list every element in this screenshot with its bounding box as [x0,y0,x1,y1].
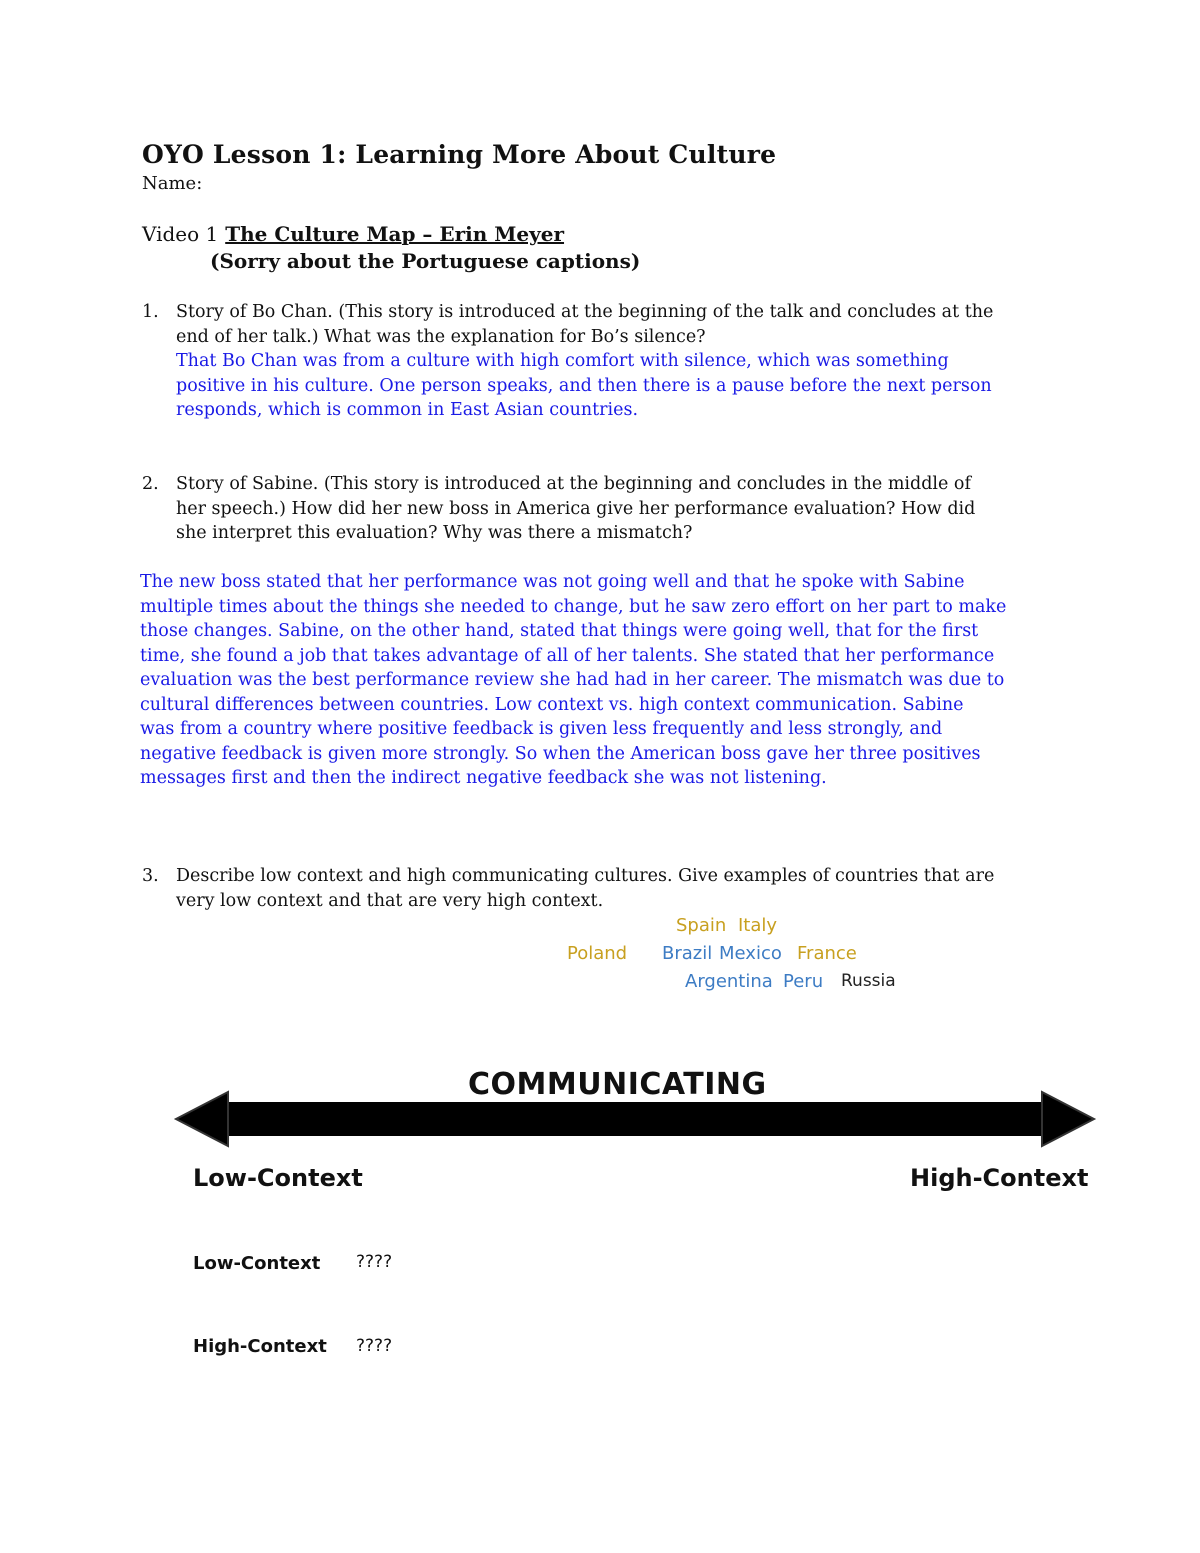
answer-line: positive in his culture. One person speaks, and then there is a pause before the next person [176,375,992,396]
scale-right-label: High-Context [910,1164,1089,1192]
answer-line: messages first and then the indirect negative feedback she was not listening. [140,768,827,788]
video-label: Video 1 [142,222,219,246]
country-spain: Spain [676,915,727,936]
answer-line: The new boss stated that her performance was not going well and that he spoke with Sabine [140,572,965,592]
right-arrow-icon [1042,1092,1094,1146]
low-context-label: Low-Context [193,1253,321,1274]
country-poland: Poland [567,943,628,964]
question-line: end of her talk.) What was the explanation for Bo’s silence? [176,326,706,347]
answer-2 [140,570,1080,791]
question-2 [176,472,1076,546]
scale-bar [224,1102,1046,1136]
country-france: France [797,943,857,964]
scale-heading: COMMUNICATING [468,1067,767,1102]
question-3 [176,864,1076,913]
answer-line: That Bo Chan was from a culture with high comfort with silence, which was something [176,351,949,371]
video-note: (Sorry about the Portuguese captions) [210,249,641,273]
question-line: Describe low context and high communicating cultures. Give examples of countries that are [176,866,995,886]
answer-line: was from a country where positive feedback is given less frequently and less strongly, and [140,719,943,739]
country-italy: Italy [738,915,778,936]
name-label: Name: [142,173,203,194]
question-number: 3. [142,866,159,886]
answer-line: time, she found a job that takes advantage of all of her talents. She stated that her performance [140,645,995,666]
answer-line: cultural differences between countries. Low context vs. high context communication. Sabine [140,694,964,715]
video-heading [142,222,564,246]
page-title: OYO Lesson 1: Learning More About Culture [142,140,777,169]
high-context-label: High-Context [193,1336,327,1357]
question-line: her speech.) How did her new boss in America give her performance evaluation? How did [176,498,976,519]
country-russia: Russia [841,971,896,991]
question-1 [176,300,1076,423]
high-context-value: ???? [356,1336,393,1356]
question-number: 2. [142,474,159,494]
country-brazil: Brazil [662,943,713,964]
answer-line: responds, which is common in East Asian countries. [176,400,639,420]
question-line: Story of Sabine. (This story is introduced at the beginning and concludes in the middle of [176,474,971,494]
question-line: very low context and that are very high context. [176,890,604,911]
answer-line: multiple times about the things she needed to change, but he saw zero effort on her part to make [140,596,1007,617]
country-mexico: Mexico [719,943,782,964]
question-line: she interpret this evaluation? Why was there a mismatch? [176,523,693,543]
left-arrow-icon [176,1092,228,1146]
country-argentina: Argentina [685,971,773,992]
country-peru: Peru [783,971,824,992]
scale-left-label: Low-Context [193,1164,363,1192]
answer-line: negative feedback is given more strongly. So when the American boss gave her three positives [140,743,981,764]
low-context-value: ???? [356,1252,393,1272]
answer-line: those changes. Sabine, on the other hand, stated that things were going well, that for the first [140,621,979,641]
answer-line: evaluation was the best performance review she had had in her career. The mismatch was due to [140,670,1005,690]
question-number: 1. [142,302,159,322]
double-arrow-scale [170,1088,1100,1150]
video-title: The Culture Map – Erin Meyer [225,222,565,246]
question-line: Story of Bo Chan. (This story is introduced at the beginning of the talk and concludes at the [176,302,994,322]
